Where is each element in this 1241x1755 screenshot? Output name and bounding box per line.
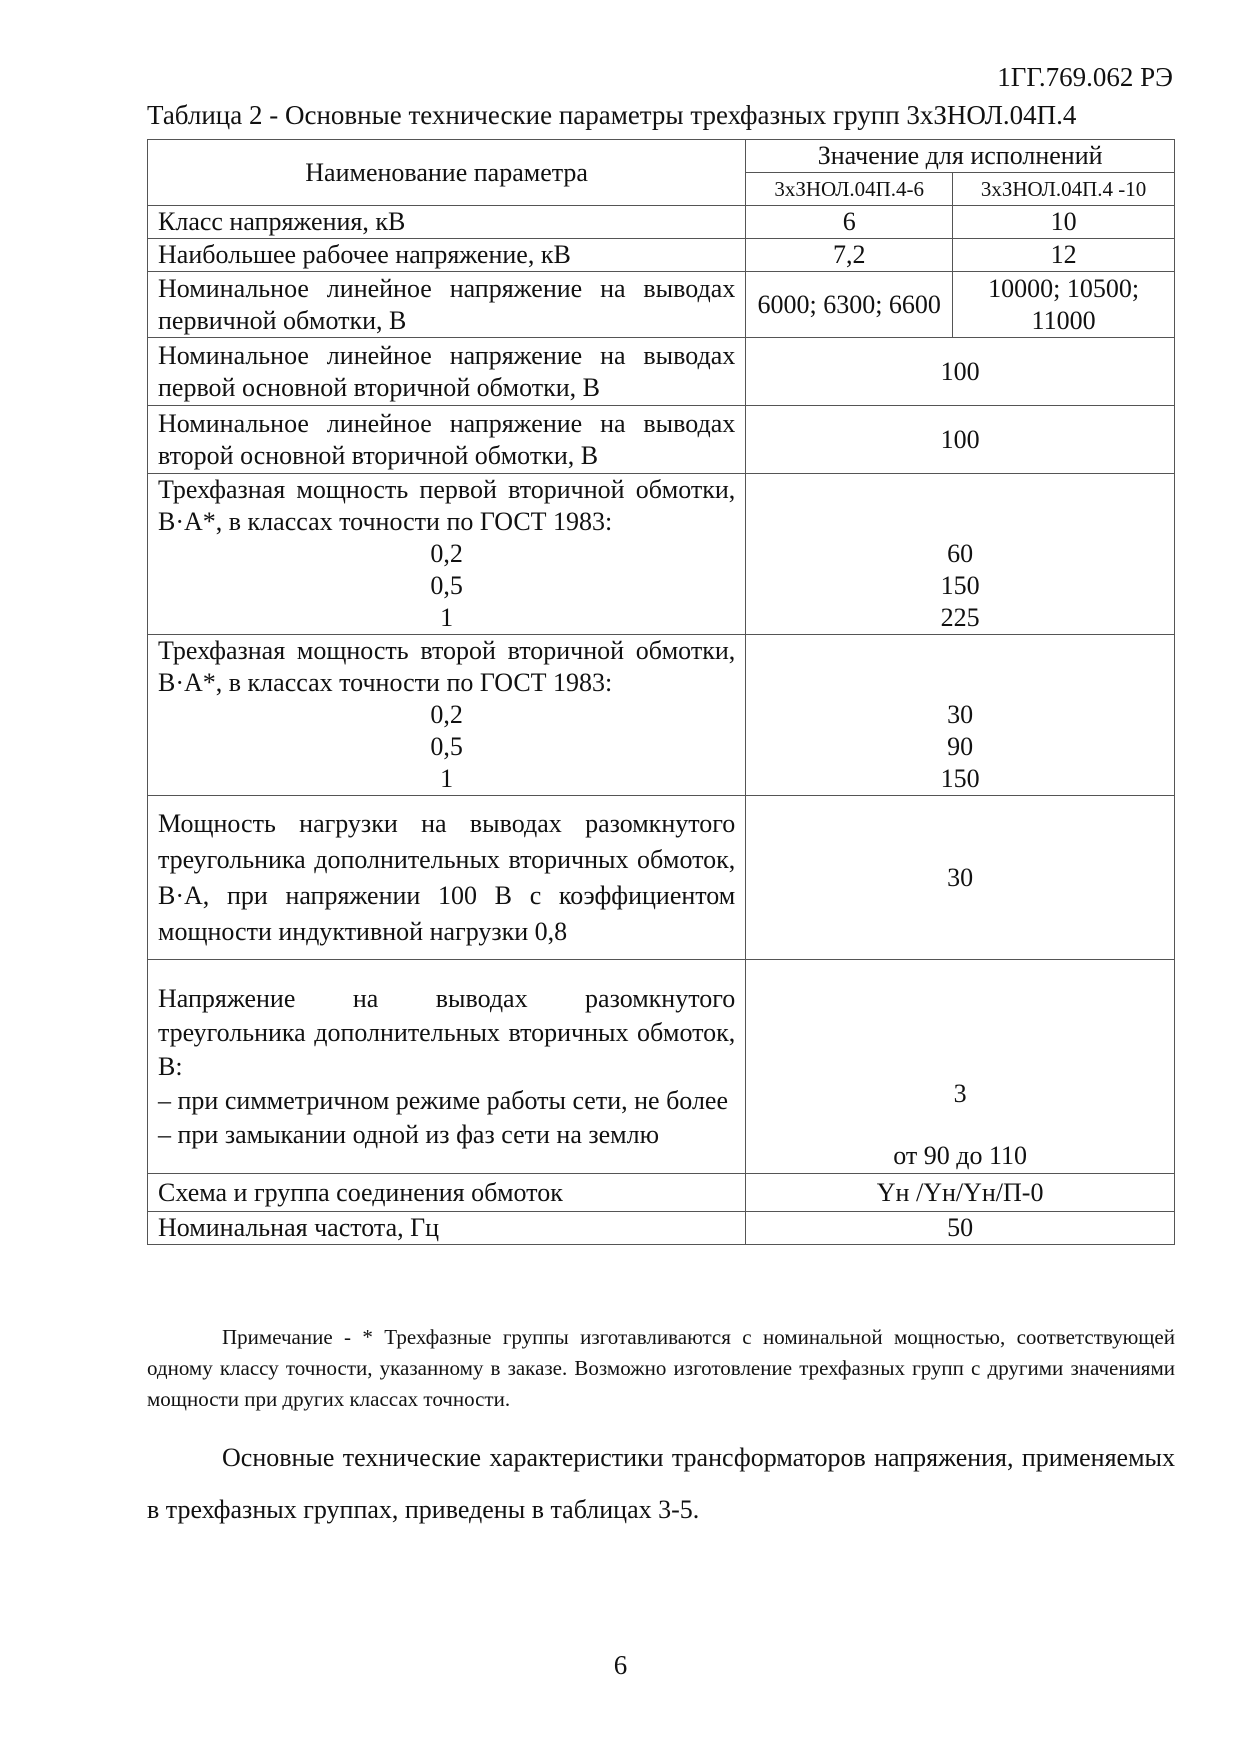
table-row bbox=[148, 338, 1175, 406]
value: 60 bbox=[947, 539, 974, 568]
table-note: Примечание - * Трехфазные группы изготавливаются с номинальной мощностью, соответствующей одному классу точности, указанному в заказе. Возможно изготовление трехфазных групп с другими значениями мощности при других классах точности. bbox=[147, 1325, 1175, 1411]
param-cell: Схема и группа соединения обмоток bbox=[148, 1174, 746, 1212]
param-cell: Номинальное линейное напряжение на выводах первичной обмотки, В bbox=[148, 272, 746, 338]
table-row bbox=[148, 206, 1175, 239]
col-header-variant-10: 3хЗНОЛ.04П.4 -10 bbox=[953, 173, 1175, 206]
body-paragraph: Основные технические характеристики трансформаторов напряжения, применяемых в трехфазных группах, приведены в таблицах 3-5. bbox=[147, 1443, 1175, 1524]
param-cell: Номинальное линейное напряжение на выводах второй основной вторичной обмотки, В bbox=[148, 406, 746, 474]
value-cell: 100 bbox=[746, 338, 1175, 406]
value-cell: 6000; 6300; 6600 bbox=[746, 272, 953, 338]
value-cell: 6 bbox=[746, 206, 953, 239]
accuracy-class: 0,5 bbox=[430, 571, 463, 600]
param-cell bbox=[148, 635, 746, 796]
table-row bbox=[148, 239, 1175, 272]
accuracy-class: 0,2 bbox=[430, 539, 463, 568]
col-header-variant-6: 3хЗНОЛ.04П.4-6 bbox=[746, 173, 953, 206]
list-item: – при замыкании одной из фаз сети на землю bbox=[158, 1119, 660, 1149]
value: 225 bbox=[940, 603, 980, 632]
table-row bbox=[148, 1212, 1175, 1245]
list-item: – при симметричном режиме работы сети, не более bbox=[158, 1085, 729, 1115]
accuracy-class: 0,5 bbox=[430, 732, 463, 761]
value-cell: 100 bbox=[746, 406, 1175, 474]
param-cell: Наибольшее рабочее напряжение, кВ bbox=[148, 239, 746, 272]
accuracy-class: 1 bbox=[440, 603, 454, 632]
value-cell bbox=[746, 474, 1175, 635]
value: 30 bbox=[947, 700, 974, 729]
value-cell: 30 bbox=[746, 796, 1175, 960]
page-number: 6 bbox=[613, 1650, 628, 1680]
value-cell: Yн /Yн/Yн/П-0 bbox=[746, 1174, 1175, 1212]
value: 150 bbox=[940, 571, 980, 600]
param-text: Трехфазная мощность первой вторичной обмотки, В·А*, в классах точности по ГОСТ 1983: bbox=[158, 475, 736, 536]
table-row bbox=[148, 796, 1175, 960]
value-cell bbox=[746, 635, 1175, 796]
param-text: Напряжение на выводах разомкнутого треугольника дополнительных вторичных обмоток, В: bbox=[158, 983, 736, 1081]
value-cell: 10000; 10500; 11000 bbox=[953, 272, 1175, 338]
col-header-values: Значение для исполнений bbox=[746, 140, 1175, 173]
param-cell bbox=[148, 474, 746, 635]
table-row bbox=[148, 474, 1175, 635]
table-row bbox=[148, 406, 1175, 474]
document-number: 1ГГ.769.062 РЭ bbox=[997, 62, 1173, 92]
value: 3 bbox=[953, 1079, 967, 1108]
table-row bbox=[148, 635, 1175, 796]
accuracy-class: 1 bbox=[440, 764, 454, 793]
value-cell: 10 bbox=[953, 206, 1175, 239]
param-text: Трехфазная мощность второй вторичной обмотки, В·А*, в классах точности по ГОСТ 1983: bbox=[158, 636, 736, 697]
value-cell: 50 bbox=[746, 1212, 1175, 1245]
table-caption: Таблица 2 - Основные технические параметры трехфазных групп 3хЗНОЛ.04П.4 bbox=[147, 100, 1077, 130]
table-row bbox=[148, 272, 1175, 338]
table-row bbox=[148, 960, 1175, 1174]
parameters-table bbox=[147, 139, 1175, 1245]
table-row bbox=[148, 1174, 1175, 1212]
value-cell bbox=[746, 960, 1175, 1174]
param-cell bbox=[148, 960, 746, 1174]
param-cell: Номинальная частота, Гц bbox=[148, 1212, 746, 1245]
value: 90 bbox=[947, 732, 974, 761]
value-cell: 7,2 bbox=[746, 239, 953, 272]
value: 150 bbox=[940, 764, 980, 793]
param-cell: Номинальное линейное напряжение на выводах первой основной вторичной обмотки, В bbox=[148, 338, 746, 406]
accuracy-class: 0,2 bbox=[430, 700, 463, 729]
value: от 90 до 110 bbox=[893, 1141, 1028, 1170]
param-cell: Класс напряжения, кВ bbox=[148, 206, 746, 239]
value-cell: 12 bbox=[953, 239, 1175, 272]
col-header-param: Наименование параметра bbox=[148, 140, 746, 206]
param-cell: Мощность нагрузки на выводах разомкнутого треугольника дополнительных вторичных обмоток, В·А, при напряжении 100 В с коэффициентом мощности индуктивной нагрузки 0,8 bbox=[148, 796, 746, 960]
